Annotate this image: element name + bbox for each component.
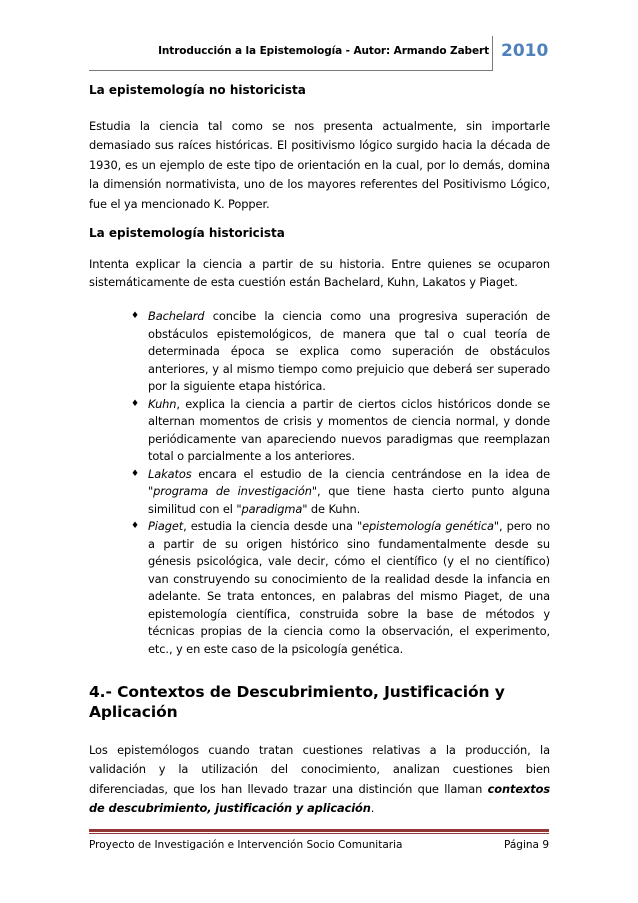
footer-project: Proyecto de Investigación e Intervención Socio Comunitaria — [89, 839, 403, 851]
bullet-text: encara el estudio de la ciencia centrándose en la idea de — [191, 466, 550, 481]
bullet-text: , estudia la ciencia desde una — [183, 519, 357, 534]
bullet-text: , pero no a partir de su origen histórico sino fundamentalmente desde su génesis psicológica, vale decir, cómo el científico (y el no científico) van construyendo su conocimiento de la realidad desde la infancia en adelante. Se trata entonces, en palabras del mismo Piaget, de una epistemología científica, construida sobre la base de métodos y técnicas propias de la ciencia como la observación, el experimento, etc., y en este caso de la psicología genética. — [148, 519, 550, 656]
bullet-text: concibe la ciencia como una progresiva superación de obstáculos epistemológicos, de manera que tal o cual teoría de determinada época se explica como superación de obstáculos anteriores, y al mismo tiempo como prejuicio que deberá ser superado por la siguiente etapa histórica. — [148, 309, 550, 394]
bullet-icon: ♦ — [131, 311, 139, 322]
bullet-text: de Kuhn. — [307, 501, 361, 516]
list-item — [89, 518, 550, 658]
author-name: Kuhn — [148, 396, 177, 411]
page-body — [89, 82, 550, 819]
footer-rule — [89, 829, 549, 832]
header-title: Introducción a la Epistemología - Autor: Armando Zabert — [158, 45, 489, 57]
chapter-heading: 4.- Contextos de Descubrimiento, Justificación y Aplicación — [89, 683, 505, 722]
bullet-list — [89, 308, 550, 658]
bullet-text: , que tiene hasta cierto punto alguna similitud con el — [148, 484, 550, 516]
paragraph-end: . — [370, 801, 375, 816]
bullet-text: , explica la ciencia a partir de ciertos ciclos históricos donde se alternan momentos de crisis y momentos de ciencia normal, y donde periódicamente van apareciendo nuevos paradigmas que reemplazan total o parcialmente a los anteriores. — [148, 396, 550, 464]
paragraph-no-historicista: Estudia la ciencia tal como se nos presenta actualmente, sin importarle demasiado sus raíces históricas. El positivismo lógico surgido hacia la década de 1930, es un ejemplo de este tipo de orientación en la cual, por lo demás, domina la dimensión normativista, uno de los mayores referentes del Positivismo Lógico, fue el ya mencionado K. Popper. — [89, 119, 550, 211]
bullet-icon: ♦ — [131, 468, 139, 479]
page-number: Página 9 — [504, 839, 549, 851]
author-name: Lakatos — [148, 466, 192, 481]
bullet-italic-term: "epistemología genética" — [356, 519, 500, 534]
bullet-icon: ♦ — [131, 398, 139, 409]
paragraph-text: Los epistemólogos cuando tratan cuestiones relativas a la producción, la validación y la utilización del conocimiento, analizan cuestiones bien diferenciadas, que los han llevado trazar una distinción que llaman — [89, 743, 550, 796]
page-header — [89, 36, 549, 70]
section-heading-historicista: La epistemología historicista — [89, 226, 285, 241]
list-item — [89, 308, 550, 396]
bullet-italic-term: "paradigma" — [236, 501, 308, 516]
bullet-italic-term: "programa de investigación" — [148, 484, 317, 499]
paragraph-historicista: Intenta explicar la ciencia a partir de su historia. Entre quienes se ocuparon sistemáticamente de esta cuestión están Bachelard, Kuhn, Lakatos y Piaget. — [89, 257, 550, 289]
header-rule — [89, 70, 493, 71]
list-item — [89, 396, 550, 466]
author-name: Piaget — [148, 519, 184, 534]
footer-rule-thin — [89, 833, 549, 834]
header-divider — [492, 36, 493, 70]
bullet-icon: ♦ — [131, 521, 139, 532]
section-heading-no-historicista: La epistemología no historicista — [89, 83, 306, 97]
emphasis-term: contextos de descubrimiento, justificación y aplicación — [89, 781, 550, 816]
author-name: Bachelard — [148, 309, 205, 324]
list-item — [89, 466, 550, 519]
paragraph-contextos — [89, 741, 550, 819]
header-year: 2010 — [501, 41, 549, 61]
